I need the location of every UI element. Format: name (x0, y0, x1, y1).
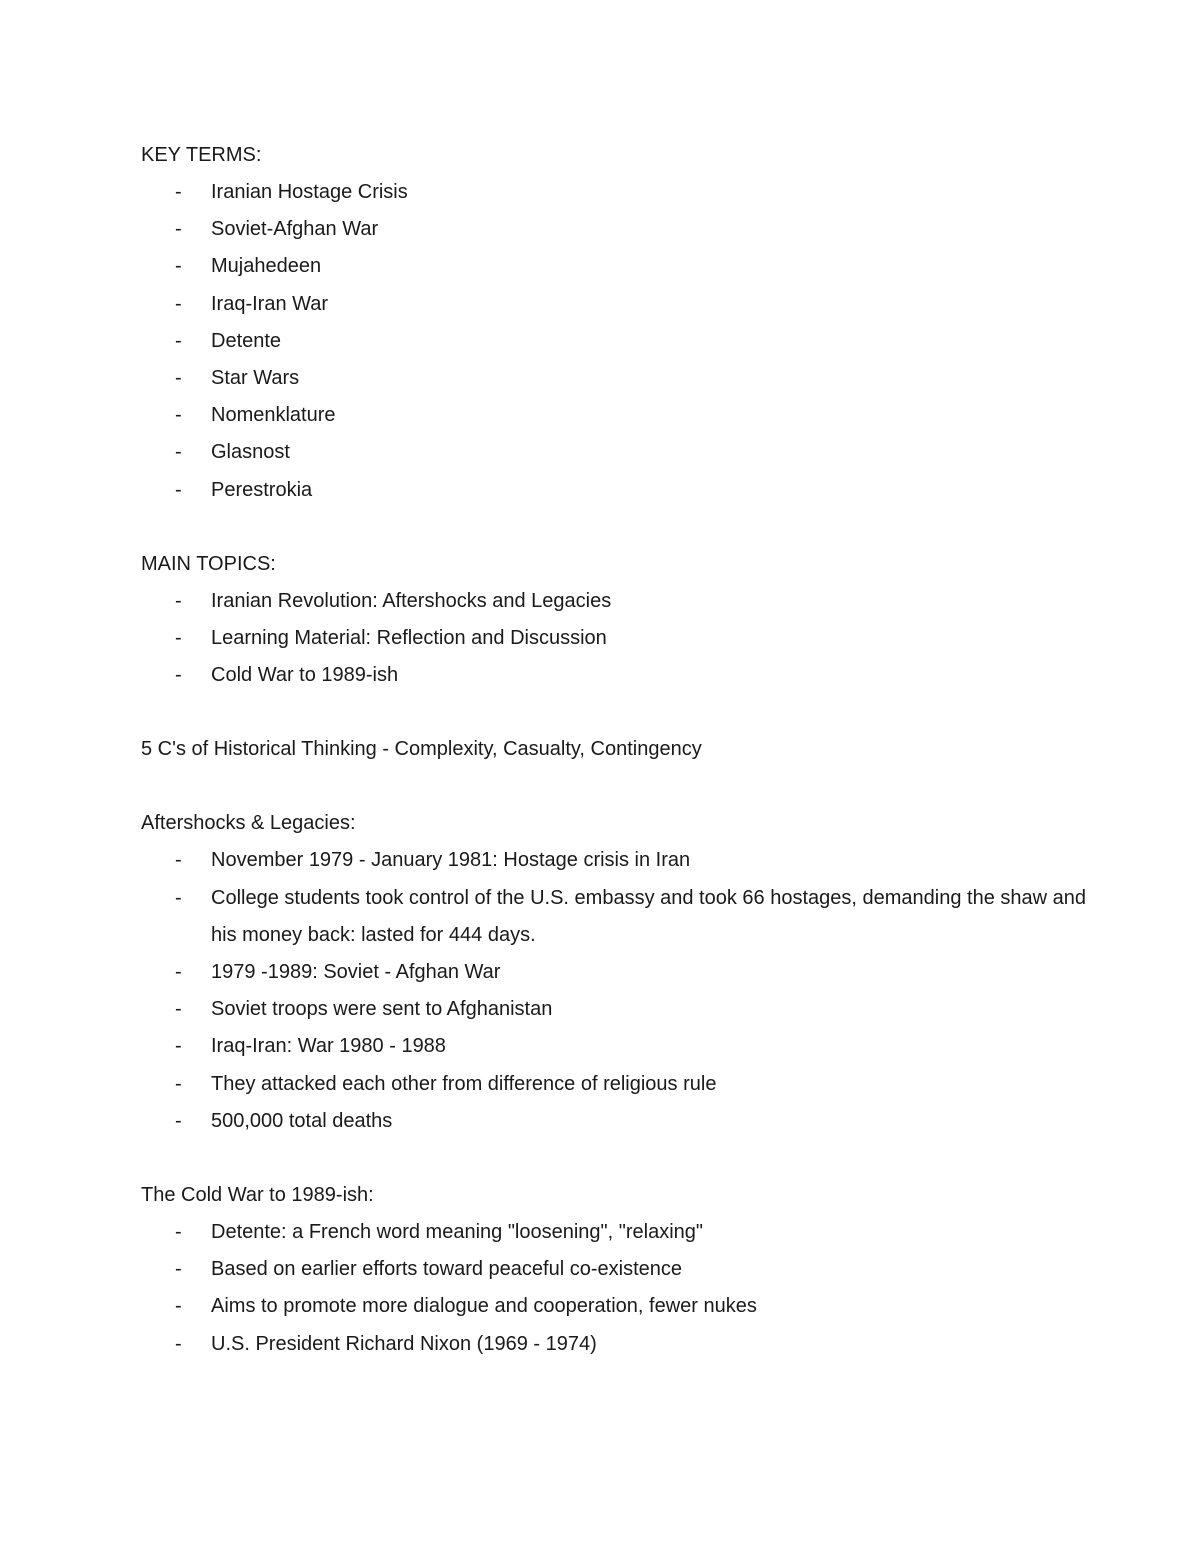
five-cs-line: 5 C's of Historical Thinking - Complexity, Casualty, Contingency (141, 738, 702, 761)
bullet-dash: - (175, 1332, 182, 1355)
list-item: - Detente (141, 323, 1101, 360)
bullet-dash: - (175, 1109, 182, 1132)
key-terms-section (141, 137, 1101, 509)
bullet-dash: - (175, 1072, 182, 1095)
bullet-dash: - (175, 998, 182, 1021)
main-topics-heading: MAIN TOPICS: (141, 552, 276, 575)
list-item: - Star Wars (141, 360, 1101, 397)
list-item: - 500,000 total deaths (141, 1103, 1101, 1140)
list-item: - Glasnost (141, 434, 1101, 471)
main-topics-section (141, 546, 1101, 695)
cold-war-section (141, 1177, 1101, 1363)
list-item: - Iranian Revolution: Aftershocks and Legacies (141, 583, 1101, 620)
list-item: - Iraq-Iran: War 1980 - 1988 (141, 1028, 1101, 1065)
list-item: - Iraq-Iran War (141, 286, 1101, 323)
spacer (141, 1140, 1101, 1177)
cold-war-heading: The Cold War to 1989-ish: (141, 1184, 374, 1207)
list-item: - 1979 -1989: Soviet - Afghan War (141, 954, 1101, 991)
key-terms-list (141, 174, 1101, 509)
list-item: - November 1979 - January 1981: Hostage crisis in Iran (141, 842, 1101, 879)
aftershocks-heading: Aftershocks & Legacies: (141, 812, 356, 835)
bullet-dash: - (175, 849, 182, 872)
cold-war-list (141, 1214, 1101, 1363)
bullet-dash: - (175, 218, 182, 241)
list-item: - Soviet-Afghan War (141, 211, 1101, 248)
bullet-dash: - (175, 664, 182, 687)
spacer (141, 768, 1101, 805)
bullet-dash: - (175, 329, 182, 352)
list-item: - U.S. President Richard Nixon (1969 - 1974) (141, 1326, 1101, 1363)
bullet-dash: - (175, 1035, 182, 1058)
bullet-dash: - (175, 441, 182, 464)
list-item: - Iranian Hostage Crisis (141, 174, 1101, 211)
bullet-dash: - (175, 1258, 182, 1281)
bullet-dash: - (175, 1295, 182, 1318)
list-item: - Soviet troops were sent to Afghanistan (141, 991, 1101, 1028)
spacer (141, 509, 1101, 546)
bullet-dash: - (175, 627, 182, 650)
list-item: - Learning Material: Reflection and Discussion (141, 620, 1101, 657)
bullet-dash: - (175, 589, 182, 612)
list-item: - Aims to promote more dialogue and cooperation, fewer nukes (141, 1288, 1101, 1325)
bullet-dash: - (175, 255, 182, 278)
aftershocks-section (141, 805, 1101, 1140)
bullet-dash: - (175, 886, 182, 909)
aftershocks-list (141, 842, 1101, 1140)
list-item: - Cold War to 1989-ish (141, 657, 1101, 694)
list-item: - Mujahedeen (141, 248, 1101, 285)
list-item: - Perestrokia (141, 472, 1101, 509)
bullet-dash: - (175, 292, 182, 315)
bullet-dash: - (175, 478, 182, 501)
list-item: - They attacked each other from difference of religious rule (141, 1066, 1101, 1103)
spacer (141, 694, 1101, 731)
bullet-dash: - (175, 404, 182, 427)
document-page (141, 137, 1101, 1363)
bullet-dash: - (175, 1221, 182, 1244)
list-item: - College students took control of the U.S. embassy and took 66 hostages, demanding the shaw and his money back: lasted for 444 days. (141, 880, 1101, 954)
list-item: - Detente: a French word meaning "loosening", "relaxing" (141, 1214, 1101, 1251)
key-terms-heading: KEY TERMS: (141, 144, 262, 166)
list-item: - Nomenklature (141, 397, 1101, 434)
list-item: - Based on earlier efforts toward peaceful co-existence (141, 1251, 1101, 1288)
bullet-dash: - (175, 181, 182, 203)
bullet-dash: - (175, 367, 182, 390)
bullet-dash: - (175, 961, 182, 984)
main-topics-list (141, 583, 1101, 695)
